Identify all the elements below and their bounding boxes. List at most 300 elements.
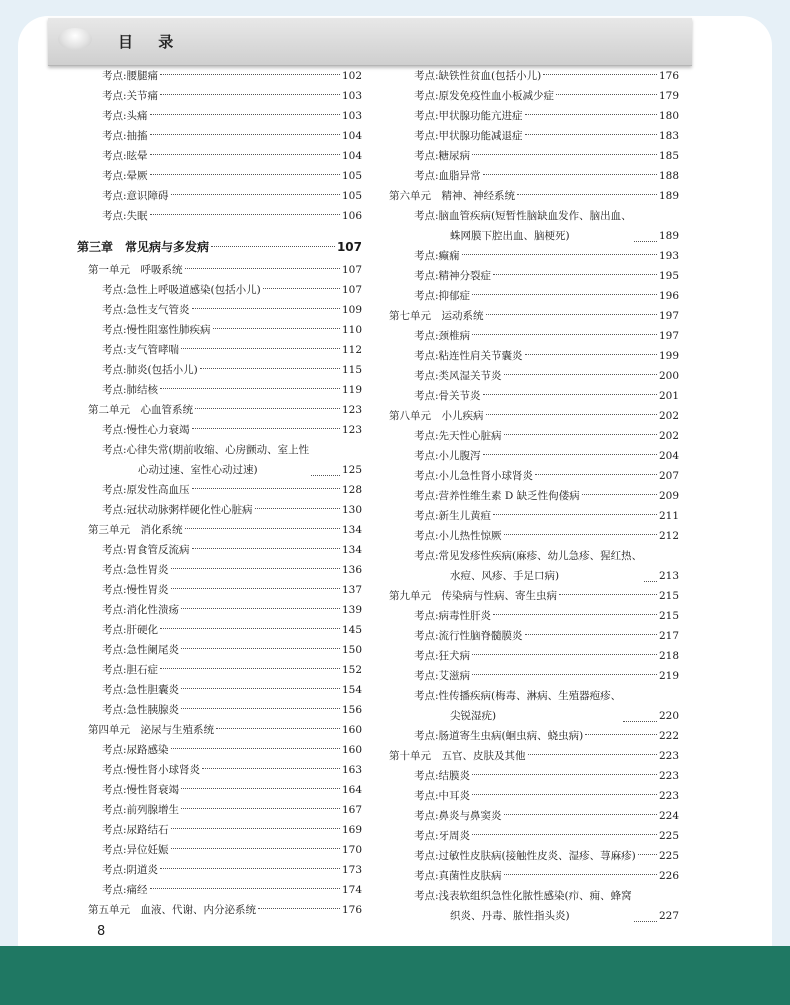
toc-entry-title: 考点:痛经 <box>102 884 148 896</box>
toc-entry-title <box>414 886 632 926</box>
toc-entry-title: 考点:失眠 <box>102 210 148 222</box>
toc-entry <box>77 66 362 86</box>
toc-entry-title: 考点:肝硬化 <box>102 624 159 636</box>
leader-dots <box>171 568 340 569</box>
toc-entry <box>77 300 362 320</box>
toc-page-number: 112 <box>341 344 362 356</box>
toc-page-number: 170 <box>341 844 362 856</box>
toc-page-number: 225 <box>658 850 679 862</box>
toc-entry <box>389 106 679 126</box>
toc-page-number: 152 <box>341 664 362 676</box>
toc-entry-title: 考点:粘连性肩关节囊炎 <box>414 350 523 362</box>
toc-entry <box>77 540 362 560</box>
toc-entry-title: 考点:慢性阻塞性肺疾病 <box>102 324 211 336</box>
leader-dots <box>493 614 657 615</box>
toc-page-number: 106 <box>341 210 362 222</box>
leader-dots <box>171 848 340 849</box>
leader-dots <box>638 854 657 855</box>
toc-page-number: 160 <box>341 724 362 736</box>
toc-entry-title: 考点:流行性脑脊髓膜炎 <box>414 630 523 642</box>
toc-page-number: 197 <box>658 310 679 322</box>
leader-dots <box>150 888 340 889</box>
leader-dots <box>472 834 657 835</box>
toc-entry-title: 第六单元 精神、神经系统 <box>389 190 515 202</box>
toc-entry-title: 考点:小儿急性肾小球肾炎 <box>414 470 534 482</box>
leader-dots <box>181 648 340 649</box>
leader-dots <box>504 434 657 435</box>
toc-page-number: 103 <box>341 90 362 102</box>
toc-entry-title: 考点:胃食管反流病 <box>102 544 190 556</box>
header-orb-decoration <box>58 28 92 50</box>
toc-entry-title-line2: 尖锐湿疣) <box>450 710 497 722</box>
toc-entry-title: 考点:原发性高血压 <box>102 484 190 496</box>
toc-entry <box>77 126 362 146</box>
toc-entry <box>77 760 362 780</box>
leader-dots <box>543 74 657 75</box>
leader-dots <box>263 288 340 289</box>
toc-entry-title: 第九单元 传染病与性病、寄生虫病 <box>389 590 557 602</box>
toc-entry-title: 考点:缺铁性贫血(包括小儿) <box>414 70 542 82</box>
toc-entry <box>77 440 362 480</box>
toc-entry-title: 考点:颈椎病 <box>414 330 471 342</box>
toc-entry <box>389 626 679 646</box>
leader-dots <box>483 394 657 395</box>
leader-dots <box>160 388 340 389</box>
toc-entry-title: 考点:关节痛 <box>102 90 159 102</box>
toc-page-number: 128 <box>341 484 362 496</box>
toc-entry-title: 考点:病毒性肝炎 <box>414 610 492 622</box>
toc-entry <box>77 186 362 206</box>
leader-dots <box>181 708 340 709</box>
toc-entry <box>389 66 679 86</box>
toc-entry-title: 考点:狂犬病 <box>414 650 471 662</box>
toc-entry <box>77 660 362 680</box>
toc-entry-title <box>102 440 309 480</box>
leader-dots <box>634 241 657 242</box>
toc-page-number: 223 <box>658 790 679 802</box>
leader-dots <box>258 908 340 909</box>
leader-dots <box>634 921 657 922</box>
toc-entry-title: 考点:原发免疫性血小板减少症 <box>414 90 555 102</box>
leader-dots <box>150 174 340 175</box>
toc-entry <box>389 286 679 306</box>
leader-dots <box>160 868 340 869</box>
toc-page-number: 167 <box>341 804 362 816</box>
toc-page-number: 180 <box>658 110 679 122</box>
toc-page-number: 136 <box>341 564 362 576</box>
toc-unit-entry <box>389 186 679 206</box>
leader-dots <box>525 354 657 355</box>
toc-page-number: 173 <box>341 864 362 876</box>
leader-dots <box>472 674 657 675</box>
toc-entry <box>77 206 362 226</box>
toc-entry <box>77 480 362 500</box>
toc-entry <box>389 826 679 846</box>
toc-entry-title: 考点:眩晕 <box>102 150 148 162</box>
toc-entry-title: 第十单元 五官、皮肤及其他 <box>389 750 526 762</box>
toc-page-number: 134 <box>341 544 362 556</box>
leader-dots <box>559 594 657 595</box>
toc-page-number: 209 <box>658 490 679 502</box>
toc-unit-entry <box>77 260 362 280</box>
leader-dots <box>150 154 340 155</box>
toc-entry-title-line1: 考点:心律失常(期前收缩、心房颤动、室上性 <box>102 444 310 456</box>
toc-entry <box>389 466 679 486</box>
toc-page-number: 105 <box>341 170 362 182</box>
leader-dots <box>255 508 340 509</box>
toc-entry-title: 考点:精神分裂症 <box>414 270 492 282</box>
toc-entry-title: 第一单元 呼吸系统 <box>88 264 183 276</box>
leader-dots <box>171 748 340 749</box>
toc-entry <box>389 326 679 346</box>
toc-unit-entry <box>77 400 362 420</box>
toc-entry <box>77 106 362 126</box>
toc-entry-title: 第七单元 运动系统 <box>389 310 484 322</box>
toc-entry <box>77 860 362 880</box>
toc-page-number: 222 <box>658 730 679 742</box>
toc-page-number: 196 <box>658 290 679 302</box>
toc-page-number: 223 <box>658 770 679 782</box>
leader-dots <box>160 668 340 669</box>
toc-entry <box>77 420 362 440</box>
leader-dots <box>528 754 657 755</box>
leader-dots <box>200 368 340 369</box>
toc-entry-title: 考点:过敏性皮肤病(接触性皮炎、湿疹、荨麻疹) <box>414 850 636 862</box>
toc-page-number: 123 <box>341 404 362 416</box>
toc-page-number: 224 <box>658 810 679 822</box>
toc-unit-entry <box>389 306 679 326</box>
toc-entry-title: 考点:真菌性皮肤病 <box>414 870 502 882</box>
toc-left-column <box>77 66 362 920</box>
toc-entry-title: 考点:癫痫 <box>414 250 460 262</box>
leader-dots <box>462 254 657 255</box>
toc-entry <box>77 340 362 360</box>
toc-entry <box>77 840 362 860</box>
toc-entry <box>389 766 679 786</box>
toc-page-number: 200 <box>658 370 679 382</box>
leader-dots <box>192 548 340 549</box>
toc-entry <box>77 820 362 840</box>
leader-dots <box>181 808 340 809</box>
toc-entry <box>77 166 362 186</box>
toc-entry-title: 考点:急性上呼吸道感染(包括小儿) <box>102 284 261 296</box>
toc-entry <box>77 380 362 400</box>
toc-entry-title: 考点:慢性肾小球肾炎 <box>102 764 201 776</box>
toc-page-number: 215 <box>658 610 679 622</box>
leader-dots <box>472 334 657 335</box>
toc-entry-title: 第三章 常见病与多发病 <box>77 240 210 254</box>
toc-unit-entry <box>389 746 679 766</box>
toc-entry <box>77 740 362 760</box>
toc-page-number: 104 <box>341 150 362 162</box>
toc-entry-title: 考点:抑郁症 <box>414 290 471 302</box>
leader-dots <box>504 534 657 535</box>
toc-page-number: 223 <box>658 750 679 762</box>
leader-dots <box>472 794 657 795</box>
toc-entry <box>389 346 679 366</box>
toc-entry-title: 考点:阴道炎 <box>102 864 159 876</box>
toc-entry-title: 考点:小儿热性惊厥 <box>414 530 502 542</box>
toc-page-number: 215 <box>658 590 679 602</box>
toc-entry-title: 考点:意识障碍 <box>102 190 169 202</box>
leader-dots <box>517 194 657 195</box>
toc-entry-title: 考点:急性阑尾炎 <box>102 644 180 656</box>
leader-dots <box>525 134 657 135</box>
leader-dots <box>171 588 340 589</box>
leader-dots <box>213 328 340 329</box>
toc-page-number: 163 <box>341 764 362 776</box>
toc-entry <box>389 846 679 866</box>
toc-entry <box>389 666 679 686</box>
toc-page-number: 189 <box>658 190 679 202</box>
header-title: 目 录 <box>118 33 184 51</box>
toc-entry-title: 考点:尿路结石 <box>102 824 169 836</box>
leader-dots <box>171 828 340 829</box>
leader-dots <box>483 454 657 455</box>
footer-band <box>0 946 790 1005</box>
leader-dots <box>556 94 657 95</box>
toc-entry <box>77 86 362 106</box>
toc-entry <box>389 806 679 826</box>
toc-page-number: 199 <box>658 350 679 362</box>
toc-page-number: 115 <box>341 364 362 376</box>
leader-dots <box>160 94 340 95</box>
toc-page-number: 225 <box>658 830 679 842</box>
toc-entry-title: 考点:小儿腹泻 <box>414 450 481 462</box>
toc-entry-title: 考点:慢性心力衰竭 <box>102 424 190 436</box>
toc-page-number: 195 <box>658 270 679 282</box>
toc-entry <box>389 426 679 446</box>
toc-unit-entry <box>77 900 362 920</box>
toc-entry-title: 考点:甲状腺功能亢进症 <box>414 110 523 122</box>
toc-page-number: 217 <box>658 630 679 642</box>
toc-page-number: 227 <box>658 910 679 922</box>
toc-entry-title: 考点:肠道寄生虫病(蛔虫病、蛲虫病) <box>414 730 584 742</box>
toc-page-number: 183 <box>658 130 679 142</box>
toc-entry-title: 考点:胆石症 <box>102 664 159 676</box>
leader-dots <box>486 414 657 415</box>
toc-entry-title: 考点:消化性溃疡 <box>102 604 180 616</box>
toc-page-number: 176 <box>658 70 679 82</box>
toc-entry-title: 考点:异位妊娠 <box>102 844 169 856</box>
toc-entry-title: 考点:腰腿痛 <box>102 70 159 82</box>
toc-page-number: 123 <box>341 424 362 436</box>
toc-entry-title: 考点:慢性肾衰竭 <box>102 784 180 796</box>
toc-entry <box>77 780 362 800</box>
toc-entry-title: 考点:类风湿关节炎 <box>414 370 502 382</box>
toc-entry-title: 考点:急性支气管炎 <box>102 304 190 316</box>
toc-page-number: 107 <box>341 264 362 276</box>
toc-page-number: 179 <box>658 90 679 102</box>
toc-page-number: 102 <box>341 70 362 82</box>
leader-dots <box>525 634 657 635</box>
toc-entry-title: 考点:结膜炎 <box>414 770 471 782</box>
toc-entry-title-line1: 考点:性传播疾病(梅毒、淋病、生殖器疱疹、 <box>414 690 622 702</box>
toc-page-number: 226 <box>658 870 679 882</box>
leader-dots <box>181 348 340 349</box>
toc-page-number: 176 <box>341 904 362 916</box>
toc-entry-title: 考点:甲状腺功能减退症 <box>414 130 523 142</box>
toc-page-number: 103 <box>341 110 362 122</box>
toc-entry <box>389 886 679 926</box>
toc-page-number: 104 <box>341 130 362 142</box>
toc-page-number: 213 <box>658 570 679 582</box>
leader-dots <box>472 774 657 775</box>
toc-entry <box>389 686 679 726</box>
toc-entry-title: 考点:抽搐 <box>102 130 148 142</box>
leader-dots <box>181 688 340 689</box>
leader-dots <box>472 294 657 295</box>
toc-entry-title-line2: 水痘、风疹、手足口病) <box>450 570 560 582</box>
leader-dots <box>623 721 657 722</box>
toc-entry <box>389 86 679 106</box>
toc-entry-title: 第四单元 泌尿与生殖系统 <box>88 724 214 736</box>
leader-dots <box>644 581 657 582</box>
toc-page-number: 174 <box>341 884 362 896</box>
toc-entry-title: 第三单元 消化系统 <box>88 524 183 536</box>
toc-entry <box>77 280 362 300</box>
toc-entry <box>77 880 362 900</box>
toc-entry <box>389 506 679 526</box>
leader-dots <box>160 628 340 629</box>
leader-dots <box>486 314 657 315</box>
toc-entry-title-line1: 考点:浅表软组织急性化脓性感染(疖、痈、蜂窝 <box>414 890 632 902</box>
toc-page-number: 156 <box>341 704 362 716</box>
toc-entry <box>389 166 679 186</box>
toc-entry-title: 考点:骨关节炎 <box>414 390 481 402</box>
leader-dots <box>181 608 340 609</box>
leader-dots <box>150 134 340 135</box>
toc-page-number: 185 <box>658 150 679 162</box>
leader-dots <box>504 874 657 875</box>
toc-entry <box>389 546 679 586</box>
toc-entry <box>389 446 679 466</box>
toc-page-number: 107 <box>341 284 362 296</box>
toc-page-number: 150 <box>341 644 362 656</box>
toc-entry-title-line1: 考点:常见发疹性疾病(麻疹、幼儿急疹、猩红热、 <box>414 550 643 562</box>
toc-entry <box>77 360 362 380</box>
toc-right-column <box>389 66 679 926</box>
toc-entry <box>77 800 362 820</box>
toc-entry-title: 考点:急性胃炎 <box>102 564 169 576</box>
toc-unit-entry <box>77 720 362 740</box>
page-header <box>48 18 692 66</box>
toc-entry-title <box>414 686 621 726</box>
leader-dots <box>493 514 657 515</box>
toc-entry <box>389 266 679 286</box>
toc-entry-title: 考点:中耳炎 <box>414 790 471 802</box>
toc-page-number: 202 <box>658 430 679 442</box>
toc-page-number: 160 <box>341 744 362 756</box>
toc-page-number: 218 <box>658 650 679 662</box>
toc-page-number: 197 <box>658 330 679 342</box>
leader-dots <box>160 74 340 75</box>
toc-page-number: 145 <box>341 624 362 636</box>
toc-entry <box>389 606 679 626</box>
toc-page-number: 220 <box>658 710 679 722</box>
toc-unit-entry <box>389 586 679 606</box>
toc-page-number: 204 <box>658 450 679 462</box>
toc-entry-title: 考点:先天性心脏病 <box>414 430 502 442</box>
toc-entry <box>389 646 679 666</box>
leader-dots <box>483 174 657 175</box>
toc-page-number: 201 <box>658 390 679 402</box>
toc-entry-title <box>414 546 642 586</box>
toc-page-number: 137 <box>341 584 362 596</box>
toc-entry-title: 第五单元 血液、代谢、内分泌系统 <box>88 904 256 916</box>
toc-entry-title: 第八单元 小儿疾病 <box>389 410 484 422</box>
leader-dots <box>216 728 340 729</box>
toc-entry <box>77 600 362 620</box>
toc-page-number: 134 <box>341 524 362 536</box>
leader-dots <box>535 474 657 475</box>
toc-page-number: 119 <box>341 384 362 396</box>
toc-entry-title: 考点:尿路感染 <box>102 744 169 756</box>
leader-dots <box>472 154 657 155</box>
leader-dots <box>195 408 340 409</box>
leader-dots <box>150 114 340 115</box>
leader-dots <box>150 214 340 215</box>
toc-page-number: 212 <box>658 530 679 542</box>
toc-page-number: 109 <box>341 304 362 316</box>
toc-entry <box>77 320 362 340</box>
toc-entry <box>389 486 679 506</box>
leader-dots <box>192 308 340 309</box>
toc-entry-title: 考点:急性胰腺炎 <box>102 704 180 716</box>
toc-entry-title: 考点:新生儿黄疸 <box>414 510 492 522</box>
toc-page-number: 169 <box>341 824 362 836</box>
toc-page-number: 130 <box>341 504 362 516</box>
leader-dots <box>493 274 657 275</box>
toc-page-number: 189 <box>658 230 679 242</box>
toc-entry-title <box>414 206 632 246</box>
toc-entry-title: 考点:血脂异常 <box>414 170 481 182</box>
toc-entry-title-line2: 织炎、丹毒、脓性指头炎) <box>450 910 570 922</box>
leader-dots <box>202 768 340 769</box>
leader-dots <box>192 488 340 489</box>
toc-entry-title: 考点:肺炎(包括小儿) <box>102 364 198 376</box>
toc-entry-title: 考点:牙周炎 <box>414 830 471 842</box>
leader-dots <box>311 475 340 476</box>
toc-entry <box>389 206 679 246</box>
toc-page-number: 164 <box>341 784 362 796</box>
toc-entry <box>389 126 679 146</box>
toc-page-number: 107 <box>336 240 362 254</box>
leader-dots <box>582 494 657 495</box>
toc-entry-title: 考点:晕厥 <box>102 170 148 182</box>
toc-entry <box>77 640 362 660</box>
leader-dots <box>181 788 340 789</box>
toc-entry-title: 考点:鼻炎与鼻窦炎 <box>414 810 502 822</box>
toc-entry <box>77 500 362 520</box>
toc-entry <box>77 560 362 580</box>
toc-entry-title: 考点:前列腺增生 <box>102 804 180 816</box>
toc-page-number: 110 <box>341 324 362 336</box>
leader-dots <box>192 428 340 429</box>
toc-entry-title: 考点:支气管哮喘 <box>102 344 180 356</box>
toc-entry-title: 考点:急性胆囊炎 <box>102 684 180 696</box>
toc-entry-title: 考点:营养性维生素 D 缺乏性佝偻病 <box>414 490 580 502</box>
toc-entry <box>77 620 362 640</box>
toc-entry <box>389 146 679 166</box>
toc-page-number: 105 <box>341 190 362 202</box>
leader-dots <box>185 528 340 529</box>
leader-dots <box>211 246 335 247</box>
toc-entry <box>77 146 362 166</box>
page-number: 8 <box>97 924 106 939</box>
toc-entry <box>389 246 679 266</box>
toc-entry-title: 考点:糖尿病 <box>414 150 471 162</box>
